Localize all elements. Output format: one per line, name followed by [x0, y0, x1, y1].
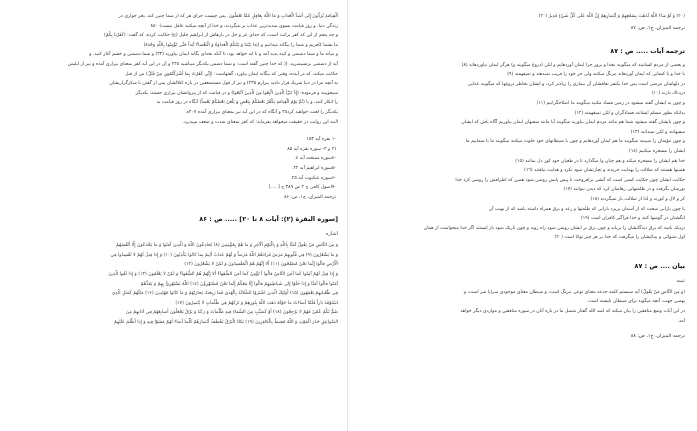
text-line: همين‏ها هستند كه ضلالت را بهدايت خريدند و تجارتشان سود نكرد و هدايت نيافتند (١٦) — [524, 168, 685, 174]
verse-line: وَ مِنَ النَّاسِ مَنْ يَقُولُ آمَنَّا بِاللَّهِ وَ بِالْيَوْمِ الْآخِرِ وَ ما هُمْ بِمُؤْمِنِينَ (٨) يُخادِعُونَ اللَّهَ وَ الَّذِينَ آمَنُوا وَ ما يَخْدَعُونَ إِلَّا أَنْفُسَهُمْ — [116, 243, 338, 249]
verse-line: آمَنُوا قالُوا آمَنَّا وَ إِذا خَلَوْا إِلى‏ شَياطِينِهِمْ قالُوا إِنَّا مَعَكُمْ إِنَّما نَحْنُ مُسْتَهْزِؤُنَ (١٤) اللَّهُ يَسْتَهْزِئُ بِهِمْ وَ يَمُدُّهُمْ — [140, 281, 338, 287]
verse-line: صُمٌّ بُكْمٌ عُمْيٌ فَهُمْ لا يَرْجِعُونَ (١٨) أَوْ كَصَيِّبٍ مِنَ السَّماءِ فِيهِ ظُلُماتٌ وَ رَعْدٌ وَ بَرْقٌ يَجْعَلُونَ أَصابِعَهُمْ فِي آذانِهِمْ مِنَ — [125, 310, 338, 316]
text-line: و بعضى از مردم كسانيند كه ميگويند بخدا و بروز جزا ايمان آورده‏ايم و لكن (دروغ ميگويند و) هرگز ايمان نياورده‏اند (٨) — [461, 62, 685, 68]
text-line: نورشان بگرفت و در ظلمتهايى رهاشان كرد كه ديدن نتوانند (١٧) — [563, 187, 685, 193]
text-line: بهمين جهت، آنچه ميگويد براى شيطان ناپسند است. — [587, 299, 685, 305]
text-line: سفيهانند و لكن نميدانند (١٣) — [630, 129, 685, 135]
text-line: آمد. — [677, 318, 685, 324]
text-line: البته اين روايت در حقيقت ميخواهد بفرمايد: كه كفر بمعناى شدت و ضعف ميپذيرد. — [182, 119, 338, 125]
text-line: و چه پنجم از اين كه كفر برانت است، كه خداى عز و جل در بارهاش از ابراهيم خليل (ع) حكايت كرده، كه گفت: (كَفَرْنا بِكُمْ) — [103, 33, 338, 39]
verse-line: فِي طُغْيانِهِمْ يَعْمَهُونَ (١۵) أُولئِكَ الَّذِينَ اشْتَرَوُا الضَّلالَةَ بِالْهُدى‏ فَما رَبِحَتْ تِجارَتُهُمْ وَ ما كانُوا مُهْتَدِينَ (١۶) مَثَلُهُمْ كَمَثَلِ الَّذِي — [111, 291, 338, 297]
text-line: در دلهاشان مرضى است پس خدا بكيفر نفاقشان آن بيمارى را زيادتر كرد، و ايشان بخاطر دروغها كه ميگويند عذابى — [467, 81, 685, 87]
section-label: تنبيه — [676, 277, 685, 284]
footnotes — [12, 135, 338, 202]
text-line: آيه از دشمنى برتسيم‏بريد. (( كه خدا چنين گفته است: و شما دشمن يكديگر ميباشيد ٢٣٥ و آن در اين آيه كفر بمعناى بيزارى آمده و نيز از ابليس — [67, 61, 338, 67]
text-line: زندگى دنيا. و روز قيامت بسوى شديدترين عذاب بر ميگردند، و خدا از آنچه ميكنيد غافل نيست) ٨٥٠ — [150, 23, 338, 29]
text-line: با خدا و با كسانى كه ايمان آورده‏اند نيرنگ ميكنند ولى جز خود را فريب نميدهند و نميفهمند (٩) — [507, 72, 685, 78]
text-line: يا چون بارانى سخت كه از آسمان بريزد بارانى كه ظلمتها و رعد و برق همراه داشته باشد كه از نهيب آن — [488, 206, 685, 212]
right-page — [350, 0, 697, 431]
text-line: در اين آيات وضع منافقين را بيان ميكند كه اشد الله گفتار متصل ما در باره آنان در سوره منافقين و مواردى ديگر خواهد — [460, 309, 685, 315]
text-line: ما بشما كافريم و شما را بيگانه ميدانيم و (بَدا بَيْنَنا وَ بَيْنَكُمُ الْعَداوَةُ وَ الْبَغْضاءُ أَبَداً حَتَّى تُؤْمِنُوا بِاللَّهِ وَحْدَهُ) — [143, 42, 338, 48]
text-line: و چون به ايشان گفته ميشود در زمين فساد مكنيد ميگويند ما اصلاحگرانيم (١١) — [536, 100, 685, 106]
text-line: و چون مؤمنان را ميبينند ميگويند ما هم ايمان آورده‏ايم و چون با شيطانهاى خود خلوت ميكنند ميگويند ما با شماييم ما — [465, 139, 685, 145]
verse-line: وَ إِذا قِيلَ لَهُمْ آمِنُوا كَما آمَنَ النَّاسُ قالُوا أَ نُؤْمِنُ كَما آمَنَ السُّفَهاءُ أَلا إِنَّهُمْ هُمُ السُّفَهاءُ وَ لكِنْ لا يَعْلَمُونَ (١٣) وَ إِذا لَقُوا الَّذِينَ — [108, 272, 338, 278]
verse-line: (٢٠) وَ لَوْ شاءَ اللَّهُ لَذَهَبَ بِسَمْعِهِمْ وَ أَبْصارِهِمْ إِنَّ اللَّهَ عَلى‏ كُلِّ شَيْ‏ءٍ قَدِيرٌ (٢٠) — [538, 14, 685, 19]
text-line: نزديك باشد كه برق ديدگانشان را بربايد و چون برق بر ايشان روشن شود راه روند و چون تاريك شود باز ايستند اگر خدا ميخواست از همان — [423, 225, 685, 231]
page-source: ترجمه الميزان، ج‏١، ص: ٨۶ — [284, 194, 336, 200]
text-line: كر و لال و كورند و لذا از ضلالت باز نميگردند (١٨) — [590, 196, 685, 202]
footnote: -١ بقره آيه ١۵٣ — [306, 137, 336, 143]
text-line: اول شنوائى و بينائيشان را ميگرفت كه خدا بر هر چيز توانا است (٢٠) — [554, 235, 685, 241]
section-label: اشاره — [325, 231, 338, 238]
footnote: -٤سوره ممتحنه آيه ٤. — [294, 156, 336, 162]
footnote: -۶سوره عنكبوت آيه ٢۵. — [290, 175, 336, 181]
text-line: سيجوييند و فرموده: (إِذْ تَبَرَّأَ الَّذِينَ اتُّبِعُوا مِنَ الَّذِينَ اتَّبَعُوا) و در قيامت كه از پيروانشان بيزارى جسته، يكديگر — [135, 90, 338, 96]
text-line: انگشتان در گوشها كنند و خدا فراگير كافران است (١٩) — [580, 216, 685, 222]
text-line: خدا هم ايشان را مسخره ميكند و هم چنان وا ميگذارد تا در طغيان خود كور دل بمانند (١٥) — [515, 158, 685, 164]
text-line: دردناك دارند (١٠) — [651, 91, 685, 97]
text-line: بدانكه بطور مسلم ايشانند فسادگران و لكن نميفهمند (١٢) — [574, 110, 685, 116]
footnote: -۵سوره ابراهيم آيه ٢٢. — [291, 165, 336, 171]
text-line: را انكار كنند، و يا (ثُمَّ يَوْمَ الْقِيامَةِ يَكْفُرُ بَعْضُكُمْ بِبَعْضٍ وَ يَلْعَنُ بَعْضُكُمْ بَعْضاً) آنگاه در روز قيامت به — [156, 100, 338, 106]
page-source: ترجمه الميزان، ج‏١، ص: ٨٧ — [630, 25, 685, 31]
section-heading: بيان .... ص : ٨٧ — [634, 261, 685, 270]
text-line: به آنچه مرا در دنيا شريك قرار داديد بيزارم ٢٣۵) و نيز از قول مستضعفين در باره اغلال‏شان پس از گفتن با شكرگزاريشان — [109, 81, 338, 87]
footnote: -٧اصول كافى ج ٢ ص ٣٨٩ ح [.....] — [268, 185, 336, 191]
surah-heading: [سوره البقرة (٢): آيات ٨ تا ٢٠] ..... ص : ٨۶ — [199, 215, 338, 224]
translation-block — [362, 61, 685, 243]
verse-line: اسْتَوْقَدَ ناراً فَلَمَّا أَضاءَتْ ما حَوْلَهُ ذَهَبَ اللَّهُ بِنُورِهِمْ وَ تَرَكَهُمْ فِي ظُلُماتٍ لا يُبْصِرُونَ (١٧) — [175, 300, 338, 306]
text-line: ايشان را مسخره ميكنيم (١٤) — [629, 148, 685, 154]
verse-line: الْأَرْضِ قالُوا إِنَّما نَحْنُ مُصْلِحُونَ (١١) أَلا إِنَّهُمْ هُمُ الْمُفْسِدُونَ وَ لكِنْ لا يَشْعُرُونَ (١٢) — [184, 262, 338, 268]
footnote: (٢ و ٣- سوره بقره آيه ٨۵ — [287, 146, 336, 152]
text-line: حكايت ايشان چون حكايت كسى است كه آتشى برافروخت تا پيش پايش روشن شود همين كه اطرافش را روشن كرد خدا — [455, 177, 685, 183]
verses-block — [12, 241, 338, 327]
text-line: (و مِنَ النَّاسِ مَنْ يَقُولُ) آيه سيستم كلمه خدعه معناى نوعى نيرنگ است، و شيطان معناى موجودى سرايا شر است، و — [463, 289, 685, 295]
verse-line: وَ ما يَشْعُرُونَ (٩) فِي قُلُوبِهِمْ مَرَضٌ فَزادَهُمُ اللَّهُ مَرَضاً وَ لَهُمْ عَذابٌ أَلِيمٌ بِما كانُوا يَكْذِبُونَ (١٠) وَ إِذا قِيلَ لَهُمْ لا تُفْسِدُوا فِي — [110, 252, 338, 258]
verse-line: الصَّواعِقِ حَذَرَ الْمَوْتِ وَ اللَّهُ مُحِيطٌ بِالْكافِرِينَ (١٩) يَكادُ الْبَرْقُ يَخْطَفُ أَبْصارَهُمْ كُلَّما أَضاءَ لَهُمْ مَشَوْا فِيهِ وَ إِذا أَظْلَمَ عَلَيْهِمْ — [114, 320, 338, 326]
text-line: و چون بايشان گفته ميشود شما هم مانند مردم ايمان بياوريد ميگويند آيا مانند سفيهان ايمان بياوريم آگاه باش كه ايشان — [461, 120, 685, 126]
text-line: حكايت ميكند، كه در آينده، وقتى که بيگانه ايمان بياورد، گفته‏است: (إِنِّي كَفَرْتُ بِما أَشْرَكْتُمُونِ مِنْ قَبْلُ) من از قبل — [125, 71, 338, 77]
text-line: الْقِيامَةِ يُرَدُّونَ إِلى‏ أَشَدِّ الْعَذابِ وَ مَا اللَّهُ بِغافِلٍ عَمَّا تَعْمَلُونَ. پس چيست جزاى هر كه از شما چنين كند، بجز خوارى در — [118, 14, 338, 19]
text-line: يكديگر را لعنت خواهيد كرد٣٥ و آنگاه كه در اين آيه نيز بمعناى بيزارى آمده ٢٠٧ه. — [185, 109, 338, 115]
commentary-block — [362, 288, 685, 326]
page-source: ترجمه الميزان، ج‏١، ص: ٨٨ — [630, 334, 685, 340]
section-heading: ترجمه آيات ..... ص : ٨٧ — [610, 46, 685, 55]
text-line: و ميانه ما و شما دشمنى و كينه پديد آمد و تا ابد خواهد بود، تا آنكه بخداى يگانه ايمان بياوريد (٣٣) و شما دشمنى و خشم آغاز كنيد. و — [89, 52, 338, 58]
commentary-block — [12, 12, 338, 127]
